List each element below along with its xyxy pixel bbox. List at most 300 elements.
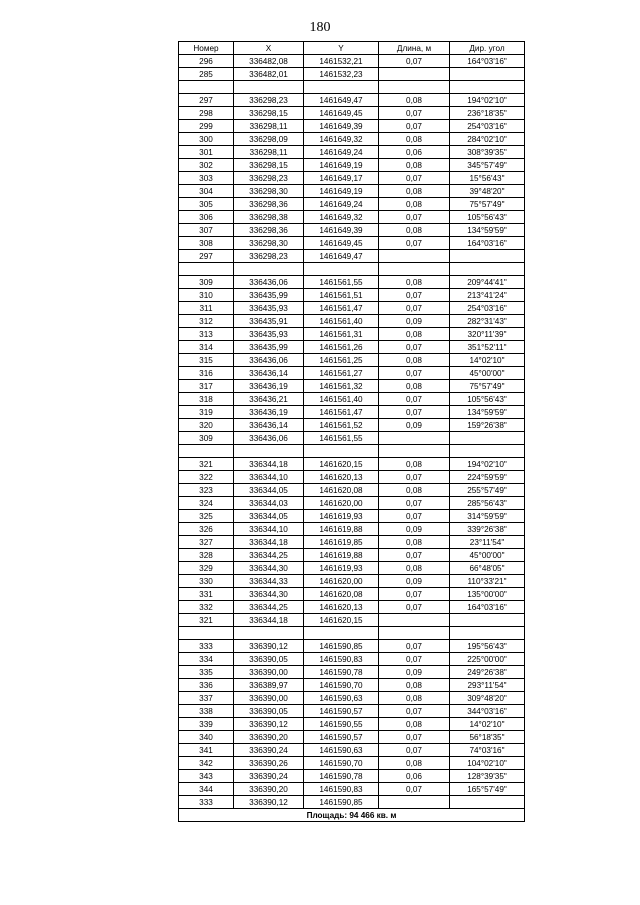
cell-point-number: 321 xyxy=(179,458,234,471)
cell-length: 0,06 xyxy=(379,770,450,783)
cell-coord-y: 1461561,55 xyxy=(304,276,379,289)
cell-direction-angle xyxy=(450,250,525,263)
cell-coord-y: 1461620,13 xyxy=(304,471,379,484)
cell-point-number: 326 xyxy=(179,523,234,536)
cell-direction-angle xyxy=(450,81,525,94)
table-row xyxy=(179,484,525,497)
cell-direction-angle: 105°56'43" xyxy=(450,211,525,224)
cell-point-number: 330 xyxy=(179,575,234,588)
cell-length xyxy=(379,81,450,94)
cell-coord-x: 336298,09 xyxy=(234,133,304,146)
cell-coord-y: 1461590,70 xyxy=(304,679,379,692)
cell-length: 0,07 xyxy=(379,471,450,484)
cell-coord-x: 336435,99 xyxy=(234,341,304,354)
cell-direction-angle: 224°59'59" xyxy=(450,471,525,484)
table-row xyxy=(179,367,525,380)
column-header-number: Номер xyxy=(179,42,234,55)
column-header-direction-angle: Дир. угол xyxy=(450,42,525,55)
column-header-y: Y xyxy=(304,42,379,55)
cell-coord-x: 336344,30 xyxy=(234,588,304,601)
cell-length: 0,08 xyxy=(379,484,450,497)
cell-coord-x: 336390,05 xyxy=(234,705,304,718)
table-row xyxy=(179,783,525,796)
cell-length: 0,07 xyxy=(379,289,450,302)
cell-point-number: 302 xyxy=(179,159,234,172)
table-row xyxy=(179,159,525,172)
cell-point-number: 333 xyxy=(179,640,234,653)
cell-point-number: 333 xyxy=(179,796,234,809)
cell-coord-x: 336436,21 xyxy=(234,393,304,406)
cell-direction-angle: 236°18'35" xyxy=(450,107,525,120)
column-header-length: Длина, м xyxy=(379,42,450,55)
cell-direction-angle: 320°11'39" xyxy=(450,328,525,341)
cell-coord-y: 1461590,85 xyxy=(304,640,379,653)
cell-coord-x xyxy=(234,81,304,94)
cell-point-number: 304 xyxy=(179,185,234,198)
table-row xyxy=(179,627,525,640)
cell-coord-y: 1461561,32 xyxy=(304,380,379,393)
cell-coord-x: 336344,10 xyxy=(234,523,304,536)
table-row xyxy=(179,302,525,315)
cell-direction-angle xyxy=(450,432,525,445)
cell-length: 0,07 xyxy=(379,588,450,601)
table-row xyxy=(179,224,525,237)
cell-coord-y: 1461561,52 xyxy=(304,419,379,432)
cell-direction-angle: 110°33'21" xyxy=(450,575,525,588)
table-row xyxy=(179,614,525,627)
cell-coord-y: 1461649,32 xyxy=(304,133,379,146)
cell-direction-angle xyxy=(450,627,525,640)
cell-length: 0,09 xyxy=(379,419,450,432)
cell-length: 0,08 xyxy=(379,718,450,731)
table-row xyxy=(179,640,525,653)
table-row xyxy=(179,107,525,120)
table-row xyxy=(179,471,525,484)
cell-direction-angle xyxy=(450,263,525,276)
cell-direction-angle: 45°00'00" xyxy=(450,367,525,380)
cell-coord-y: 1461649,47 xyxy=(304,250,379,263)
cell-coord-y: 1461620,15 xyxy=(304,614,379,627)
cell-coord-y: 1461619,85 xyxy=(304,536,379,549)
cell-coord-x: 336298,23 xyxy=(234,172,304,185)
cell-coord-x: 336298,23 xyxy=(234,250,304,263)
cell-point-number: 314 xyxy=(179,341,234,354)
cell-length: 0,08 xyxy=(379,757,450,770)
table-row xyxy=(179,237,525,250)
cell-direction-angle: 293°11'54" xyxy=(450,679,525,692)
cell-coord-y: 1461620,15 xyxy=(304,458,379,471)
cell-coord-x: 336298,11 xyxy=(234,120,304,133)
cell-direction-angle: 164°03'16" xyxy=(450,55,525,68)
cell-point-number: 324 xyxy=(179,497,234,510)
cell-coord-y: 1461620,08 xyxy=(304,484,379,497)
cell-length: 0,08 xyxy=(379,198,450,211)
cell-direction-angle: 213°41'24" xyxy=(450,289,525,302)
cell-length: 0,09 xyxy=(379,666,450,679)
cell-length: 0,07 xyxy=(379,705,450,718)
cell-length xyxy=(379,796,450,809)
table-row xyxy=(179,536,525,549)
coordinates-table xyxy=(178,41,525,822)
cell-direction-angle: 339°26'38" xyxy=(450,523,525,536)
cell-direction-angle: 249°26'38" xyxy=(450,666,525,679)
cell-coord-x: 336390,00 xyxy=(234,666,304,679)
cell-length: 0,08 xyxy=(379,562,450,575)
cell-direction-angle: 134°59'59" xyxy=(450,224,525,237)
cell-coord-x: 336435,93 xyxy=(234,328,304,341)
table-row xyxy=(179,55,525,68)
cell-coord-x: 336344,25 xyxy=(234,549,304,562)
table-row xyxy=(179,653,525,666)
cell-direction-angle: 284°02'10" xyxy=(450,133,525,146)
cell-direction-angle: 74°03'16" xyxy=(450,744,525,757)
cell-length: 0,07 xyxy=(379,601,450,614)
cell-coord-y xyxy=(304,81,379,94)
table-row xyxy=(179,731,525,744)
table-row xyxy=(179,328,525,341)
cell-coord-y: 1461561,27 xyxy=(304,367,379,380)
cell-coord-y: 1461532,21 xyxy=(304,55,379,68)
table-row xyxy=(179,497,525,510)
cell-coord-x: 336390,24 xyxy=(234,770,304,783)
cell-direction-angle: 66°48'05" xyxy=(450,562,525,575)
table-row xyxy=(179,549,525,562)
table-row xyxy=(179,575,525,588)
cell-point-number: 344 xyxy=(179,783,234,796)
cell-direction-angle: 159°26'38" xyxy=(450,419,525,432)
cell-coord-x: 336390,12 xyxy=(234,718,304,731)
cell-length: 0,08 xyxy=(379,328,450,341)
table-row xyxy=(179,744,525,757)
cell-coord-y: 1461561,25 xyxy=(304,354,379,367)
cell-point-number: 336 xyxy=(179,679,234,692)
cell-coord-x: 336298,30 xyxy=(234,237,304,250)
cell-coord-y: 1461649,17 xyxy=(304,172,379,185)
table-row xyxy=(179,68,525,81)
table-row xyxy=(179,263,525,276)
cell-direction-angle: 309°48'20" xyxy=(450,692,525,705)
cell-coord-x: 336298,30 xyxy=(234,185,304,198)
cell-direction-angle: 314°59'59" xyxy=(450,510,525,523)
cell-point-number: 329 xyxy=(179,562,234,575)
cell-coord-y: 1461561,47 xyxy=(304,406,379,419)
cell-point-number: 303 xyxy=(179,172,234,185)
cell-coord-x: 336298,36 xyxy=(234,198,304,211)
cell-coord-x xyxy=(234,445,304,458)
cell-direction-angle: 194°02'10" xyxy=(450,94,525,107)
cell-point-number: 306 xyxy=(179,211,234,224)
cell-coord-y: 1461649,32 xyxy=(304,211,379,224)
cell-coord-y: 1461590,63 xyxy=(304,692,379,705)
cell-length xyxy=(379,445,450,458)
cell-coord-x: 336344,18 xyxy=(234,536,304,549)
cell-coord-x: 336344,05 xyxy=(234,484,304,497)
cell-coord-x: 336436,06 xyxy=(234,354,304,367)
cell-direction-angle: 344°03'16" xyxy=(450,705,525,718)
table-row xyxy=(179,120,525,133)
cell-direction-angle: 285°56'43" xyxy=(450,497,525,510)
cell-point-number xyxy=(179,627,234,640)
cell-length: 0,08 xyxy=(379,458,450,471)
cell-point-number: 340 xyxy=(179,731,234,744)
cell-coord-x: 336482,08 xyxy=(234,55,304,68)
cell-length: 0,09 xyxy=(379,315,450,328)
cell-coord-x: 336435,99 xyxy=(234,289,304,302)
cell-length: 0,08 xyxy=(379,159,450,172)
cell-point-number: 341 xyxy=(179,744,234,757)
table-row xyxy=(179,354,525,367)
cell-coord-y: 1461532,23 xyxy=(304,68,379,81)
cell-coord-x: 336436,14 xyxy=(234,367,304,380)
cell-length: 0,07 xyxy=(379,731,450,744)
cell-point-number: 311 xyxy=(179,302,234,315)
cell-coord-x: 336390,12 xyxy=(234,640,304,653)
cell-direction-angle: 135°00'00" xyxy=(450,588,525,601)
cell-direction-angle: 14°02'10" xyxy=(450,354,525,367)
cell-coord-y: 1461649,19 xyxy=(304,185,379,198)
cell-coord-x: 336435,93 xyxy=(234,302,304,315)
cell-length: 0,08 xyxy=(379,536,450,549)
cell-direction-angle: 195°56'43" xyxy=(450,640,525,653)
cell-point-number: 316 xyxy=(179,367,234,380)
cell-coord-x: 336298,23 xyxy=(234,94,304,107)
area-row xyxy=(179,809,525,822)
cell-length: 0,07 xyxy=(379,55,450,68)
cell-length: 0,07 xyxy=(379,237,450,250)
cell-direction-angle: 165°57'49" xyxy=(450,783,525,796)
cell-length: 0,07 xyxy=(379,497,450,510)
cell-coord-y: 1461620,00 xyxy=(304,497,379,510)
cell-point-number: 323 xyxy=(179,484,234,497)
cell-coord-y xyxy=(304,263,379,276)
cell-direction-angle: 209°44'41" xyxy=(450,276,525,289)
cell-coord-y: 1461620,08 xyxy=(304,588,379,601)
cell-coord-y: 1461590,57 xyxy=(304,705,379,718)
table-row xyxy=(179,432,525,445)
cell-direction-angle xyxy=(450,614,525,627)
cell-direction-angle xyxy=(450,68,525,81)
area-total: Площадь: 94 466 кв. м xyxy=(179,809,525,822)
cell-length: 0,09 xyxy=(379,575,450,588)
cell-point-number: 334 xyxy=(179,653,234,666)
cell-length: 0,08 xyxy=(379,354,450,367)
cell-point-number: 310 xyxy=(179,289,234,302)
cell-direction-angle: 23°11'54" xyxy=(450,536,525,549)
cell-point-number xyxy=(179,445,234,458)
cell-point-number: 319 xyxy=(179,406,234,419)
cell-coord-x: 336344,33 xyxy=(234,575,304,588)
cell-coord-y: 1461590,63 xyxy=(304,744,379,757)
cell-coord-y: 1461620,00 xyxy=(304,575,379,588)
cell-direction-angle: 164°03'16" xyxy=(450,601,525,614)
cell-coord-x: 336436,06 xyxy=(234,432,304,445)
cell-coord-y: 1461590,55 xyxy=(304,718,379,731)
table-row xyxy=(179,211,525,224)
column-header-x: X xyxy=(234,42,304,55)
cell-coord-y xyxy=(304,445,379,458)
table-row xyxy=(179,692,525,705)
table-header-row xyxy=(179,42,525,55)
cell-direction-angle: 75°57'49" xyxy=(450,380,525,393)
cell-coord-x: 336390,00 xyxy=(234,692,304,705)
table-row xyxy=(179,380,525,393)
cell-point-number: 299 xyxy=(179,120,234,133)
cell-length: 0,08 xyxy=(379,679,450,692)
cell-direction-angle: 15°56'43" xyxy=(450,172,525,185)
cell-point-number: 307 xyxy=(179,224,234,237)
cell-direction-angle: 45°00'00" xyxy=(450,549,525,562)
table-row xyxy=(179,445,525,458)
cell-coord-x: 336436,19 xyxy=(234,406,304,419)
cell-direction-angle: 225°00'00" xyxy=(450,653,525,666)
page-number: 180 xyxy=(309,20,331,35)
cell-coord-y: 1461649,45 xyxy=(304,237,379,250)
cell-coord-x: 336344,18 xyxy=(234,614,304,627)
cell-coord-y: 1461649,47 xyxy=(304,94,379,107)
cell-point-number: 318 xyxy=(179,393,234,406)
cell-length xyxy=(379,432,450,445)
table-row xyxy=(179,393,525,406)
cell-point-number: 301 xyxy=(179,146,234,159)
cell-coord-x: 336390,24 xyxy=(234,744,304,757)
cell-direction-angle: 56°18'35" xyxy=(450,731,525,744)
cell-coord-x: 336344,03 xyxy=(234,497,304,510)
cell-coord-y: 1461590,57 xyxy=(304,731,379,744)
cell-coord-x: 336298,15 xyxy=(234,159,304,172)
cell-point-number: 312 xyxy=(179,315,234,328)
cell-length: 0,08 xyxy=(379,224,450,237)
cell-coord-y: 1461590,83 xyxy=(304,783,379,796)
cell-point-number: 339 xyxy=(179,718,234,731)
table-row xyxy=(179,510,525,523)
cell-direction-angle: 282°31'43" xyxy=(450,315,525,328)
cell-coord-x: 336344,25 xyxy=(234,601,304,614)
table-row xyxy=(179,523,525,536)
cell-coord-y: 1461649,39 xyxy=(304,120,379,133)
cell-coord-x: 336298,15 xyxy=(234,107,304,120)
cell-direction-angle: 345°57'49" xyxy=(450,159,525,172)
table-row xyxy=(179,289,525,302)
cell-point-number: 320 xyxy=(179,419,234,432)
cell-coord-y: 1461561,47 xyxy=(304,302,379,315)
cell-length: 0,09 xyxy=(379,523,450,536)
cell-direction-angle: 14°02'10" xyxy=(450,718,525,731)
cell-coord-y: 1461561,26 xyxy=(304,341,379,354)
cell-point-number: 309 xyxy=(179,432,234,445)
cell-coord-y: 1461619,93 xyxy=(304,510,379,523)
table-row xyxy=(179,250,525,263)
cell-point-number: 305 xyxy=(179,198,234,211)
table-row xyxy=(179,588,525,601)
cell-coord-y: 1461590,78 xyxy=(304,770,379,783)
table-row xyxy=(179,185,525,198)
cell-point-number: 338 xyxy=(179,705,234,718)
cell-point-number: 335 xyxy=(179,666,234,679)
cell-length: 0,07 xyxy=(379,107,450,120)
table-row xyxy=(179,341,525,354)
cell-coord-y: 1461561,40 xyxy=(304,393,379,406)
cell-coord-x: 336482,01 xyxy=(234,68,304,81)
cell-coord-y: 1461619,88 xyxy=(304,549,379,562)
cell-length: 0,07 xyxy=(379,406,450,419)
cell-coord-x xyxy=(234,627,304,640)
cell-length: 0,07 xyxy=(379,549,450,562)
cell-coord-x: 336344,05 xyxy=(234,510,304,523)
cell-point-number: 321 xyxy=(179,614,234,627)
cell-point-number: 325 xyxy=(179,510,234,523)
table-row xyxy=(179,458,525,471)
cell-length: 0,07 xyxy=(379,510,450,523)
cell-length: 0,06 xyxy=(379,146,450,159)
table-row xyxy=(179,81,525,94)
cell-point-number: 298 xyxy=(179,107,234,120)
cell-length: 0,08 xyxy=(379,185,450,198)
cell-length xyxy=(379,614,450,627)
cell-coord-y: 1461619,88 xyxy=(304,523,379,536)
cell-direction-angle xyxy=(450,796,525,809)
cell-length: 0,07 xyxy=(379,744,450,757)
cell-coord-x: 336390,12 xyxy=(234,796,304,809)
cell-length: 0,08 xyxy=(379,276,450,289)
cell-coord-x: 336435,91 xyxy=(234,315,304,328)
cell-direction-angle: 308°39'35" xyxy=(450,146,525,159)
cell-point-number xyxy=(179,263,234,276)
cell-point-number: 313 xyxy=(179,328,234,341)
cell-length: 0,08 xyxy=(379,380,450,393)
cell-coord-y: 1461561,51 xyxy=(304,289,379,302)
cell-point-number: 315 xyxy=(179,354,234,367)
cell-coord-x: 336390,20 xyxy=(234,731,304,744)
cell-length xyxy=(379,627,450,640)
cell-coord-y: 1461561,40 xyxy=(304,315,379,328)
cell-coord-y: 1461649,19 xyxy=(304,159,379,172)
cell-point-number: 328 xyxy=(179,549,234,562)
cell-coord-x: 336389,97 xyxy=(234,679,304,692)
table-row xyxy=(179,705,525,718)
cell-length xyxy=(379,263,450,276)
cell-direction-angle xyxy=(450,445,525,458)
cell-coord-x: 336390,26 xyxy=(234,757,304,770)
table-row xyxy=(179,94,525,107)
cell-point-number: 343 xyxy=(179,770,234,783)
cell-length: 0,07 xyxy=(379,367,450,380)
cell-point-number: 331 xyxy=(179,588,234,601)
cell-coord-x: 336344,18 xyxy=(234,458,304,471)
cell-point-number: 322 xyxy=(179,471,234,484)
table-row xyxy=(179,315,525,328)
table-body xyxy=(179,55,525,809)
cell-coord-x: 336390,20 xyxy=(234,783,304,796)
cell-point-number: 296 xyxy=(179,55,234,68)
cell-direction-angle: 254°03'16" xyxy=(450,120,525,133)
cell-length: 0,07 xyxy=(379,302,450,315)
table-row xyxy=(179,718,525,731)
cell-coord-x: 336298,11 xyxy=(234,146,304,159)
cell-length: 0,07 xyxy=(379,120,450,133)
cell-length: 0,07 xyxy=(379,341,450,354)
cell-direction-angle: 351°52'11" xyxy=(450,341,525,354)
cell-direction-angle: 105°56'43" xyxy=(450,393,525,406)
cell-coord-y: 1461620,13 xyxy=(304,601,379,614)
cell-direction-angle: 255°57'49" xyxy=(450,484,525,497)
cell-length: 0,07 xyxy=(379,653,450,666)
table-row xyxy=(179,562,525,575)
cell-coord-y: 1461561,55 xyxy=(304,432,379,445)
table-row xyxy=(179,133,525,146)
table-row xyxy=(179,276,525,289)
cell-point-number: 317 xyxy=(179,380,234,393)
cell-point-number: 308 xyxy=(179,237,234,250)
